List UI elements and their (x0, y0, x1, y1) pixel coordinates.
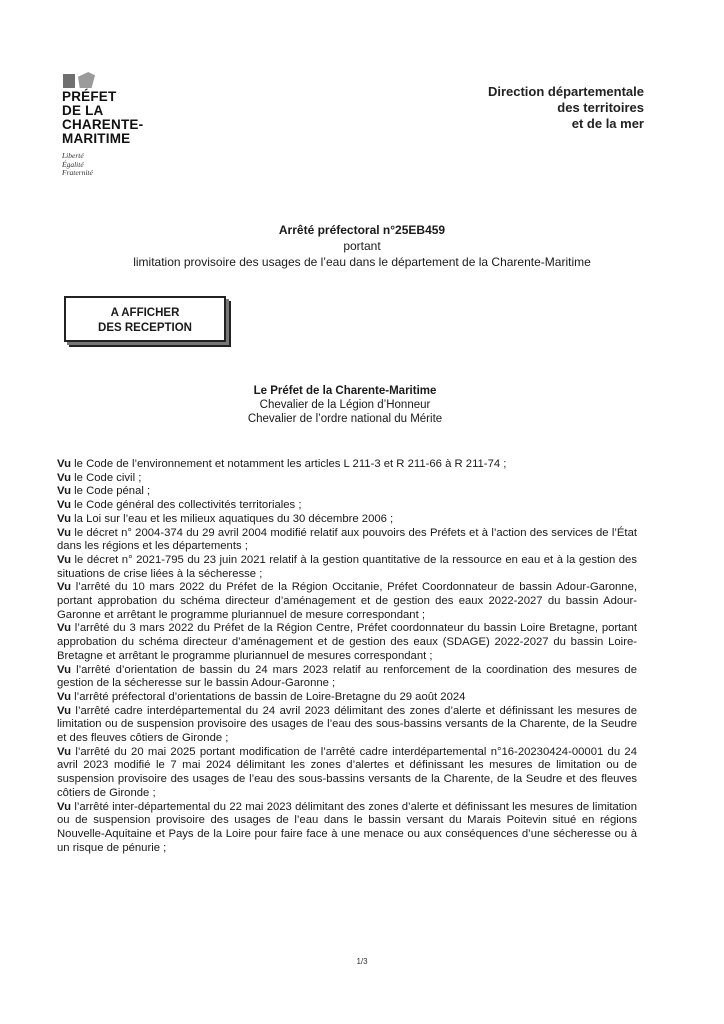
visa-prefix: Vu (57, 553, 72, 566)
visa-text: l’arrêté du 10 mars 2022 du Préfet de la Région Occitanie, Préfet Coordonnateur de bassin Adour-Garonne, portant approbation du schéma directeur d’aménagement et de gestion des eaux 2022-2027 du bassin Adour-Garonne et arrêtant le programme pluriannuel de mesure correspondant ; (57, 581, 637, 621)
notice-line: DES RECEPTION (98, 322, 192, 334)
visa-prefix: Vu (57, 800, 72, 813)
visa-prefix: Vu (57, 663, 72, 676)
visa-item (57, 691, 637, 705)
prefet-title: Le Préfet de la Charente-Maritime (253, 385, 437, 397)
visa-prefix: Vu (57, 485, 72, 498)
visa-text: le Code de l’environnement et notamment les articles L 211-3 et R 211-66 à R 211-74 ; (71, 458, 507, 470)
visa-item (57, 458, 637, 472)
visa-prefix: Vu (57, 690, 72, 703)
decree-title (0, 222, 724, 270)
visa-item (57, 801, 637, 856)
logo-name-line: PRÉFET (62, 89, 117, 104)
visa-item (57, 581, 637, 622)
logo-name-line: CHARENTE- (62, 117, 144, 132)
visa-item (57, 705, 637, 746)
visa-item (57, 746, 637, 801)
direction-line: et de la mer (571, 116, 644, 131)
visa-item (57, 527, 637, 554)
visa-prefix: Vu (57, 499, 72, 512)
motto-line: Égalité (62, 159, 84, 169)
visa-prefix: Vu (57, 622, 72, 635)
logo-name-line: DE LA (62, 103, 104, 118)
visa-text: le décret n° 2021-795 du 23 juin 2021 relatif à la gestion quantitative de la ressource en eau et à la gestion des situations de crise liées à la sécheresse ; (57, 553, 637, 580)
visa-text: le Code général des collectivités territoriales ; (71, 499, 302, 512)
logo-name-line: MARITIME (62, 131, 131, 146)
visa-prefix: Vu (57, 526, 72, 539)
logo-motto (62, 152, 182, 178)
visa-text: l’arrêté cadre interdépartemental du 24 avril 2023 délimitant des zones d’alerte et définissant les mesures de limitation ou de suspension provisoire des usages de l’eau des sous-bassins versants de la Charente, de la Seudre et des fleuves côtiers de Gironde ; (57, 704, 637, 745)
visa-text: le décret n° 2004-374 du 29 avril 2004 modifié relatif aux pouvoirs des Préfets et à l’action des services de l’État dans les régions et les départements ; (57, 526, 637, 553)
visa-text: l’arrêté préfectoral d’orientations de bassin de Loire-Bretagne du 29 août 2024 (71, 690, 466, 703)
decree-portant: portant (343, 239, 381, 253)
prefet-heading (0, 384, 690, 426)
visa-item (57, 554, 637, 581)
motto-line: Liberté (62, 151, 84, 160)
visas-list (57, 458, 637, 855)
visa-prefix: Vu (57, 471, 72, 484)
logo-name (62, 90, 182, 146)
prefet-honor: Chevalier de l’ordre national du Mérite (247, 413, 443, 425)
visa-text: le Code pénal ; (71, 485, 151, 498)
visa-prefix: Vu (57, 512, 72, 525)
page-number: 1/3 (356, 957, 368, 966)
visa-item (57, 499, 637, 513)
visa-item (57, 622, 637, 663)
prefet-honor: Chevalier de la Légion d’Honneur (259, 399, 431, 411)
decree-subject: limitation provisoire des usages de l’eau dans le département de la Charente-Maritime (133, 255, 591, 269)
motto-line: Fraternité (62, 168, 93, 177)
visa-text: le Code civil ; (71, 471, 142, 484)
visa-text: l’arrêté du 20 mai 2025 portant modification de l’arrêté cadre interdépartemental n°16-20230424-00001 du 24 avril 2023 modifié le 7 mai 2024 délimitant les zones d’alertes et définissant les mesures de limitation ou de suspension provisoire des usages de l’eau des sous-bassins versants de la Charente, de la Seudre et des fleuves côtiers de Gironde ; (57, 745, 637, 799)
visa-prefix: Vu (57, 581, 72, 594)
direction-header (488, 84, 644, 132)
visa-prefix: Vu (57, 745, 72, 758)
direction-line: des territoires (557, 100, 644, 115)
visa-prefix: Vu (57, 704, 72, 717)
visa-item (57, 513, 637, 527)
marianne-emblem-icon (63, 70, 182, 88)
visa-text: l’arrêté inter-départemental du 22 mai 2023 délimitant des zones d’alerte et définissant les mesures de limitation ou de suspension provisoire des usages de l’eau dans le bassin versant du Marais Poitevin situé en régions Nouvelle-Aquitaine et Pays de la Loire pour faire face à une menace ou aux conséquences d’une sécheresse ou à un risque de pénurie ; (57, 800, 637, 854)
visa-text: la Loi sur l’eau et les milieux aquatiques du 30 décembre 2006 ; (71, 512, 394, 525)
notice-line: A AFFICHER (110, 307, 180, 319)
prefecture-logo (62, 70, 182, 178)
visa-item (57, 664, 637, 691)
visa-item (57, 485, 637, 499)
visa-text: l’arrêté du 3 mars 2022 du Préfet de la Région Centre, Préfet coordonnateur du bassin Loire Bretagne, portant approbation du schéma directeur d’aménagement et de gestion des eaux (SDAGE) 2022-2027 du bassin Loire-Bretagne et arrêtant le programme pluriannuel de mesures correspondant ; (57, 622, 637, 662)
visa-text: l’arrêté d’orientation de bassin du 24 mars 2023 relatif au renforcement de la coordination des mesures de gestion de la sécheresse sur le bassin Adour-Garonne ; (57, 663, 637, 690)
decree-number: Arrêté préfectoral n°25EB459 (278, 223, 446, 237)
visa-item (57, 472, 637, 486)
visa-prefix: Vu (57, 458, 72, 470)
direction-line: Direction départementale (487, 84, 644, 99)
display-notice-box (64, 296, 226, 342)
